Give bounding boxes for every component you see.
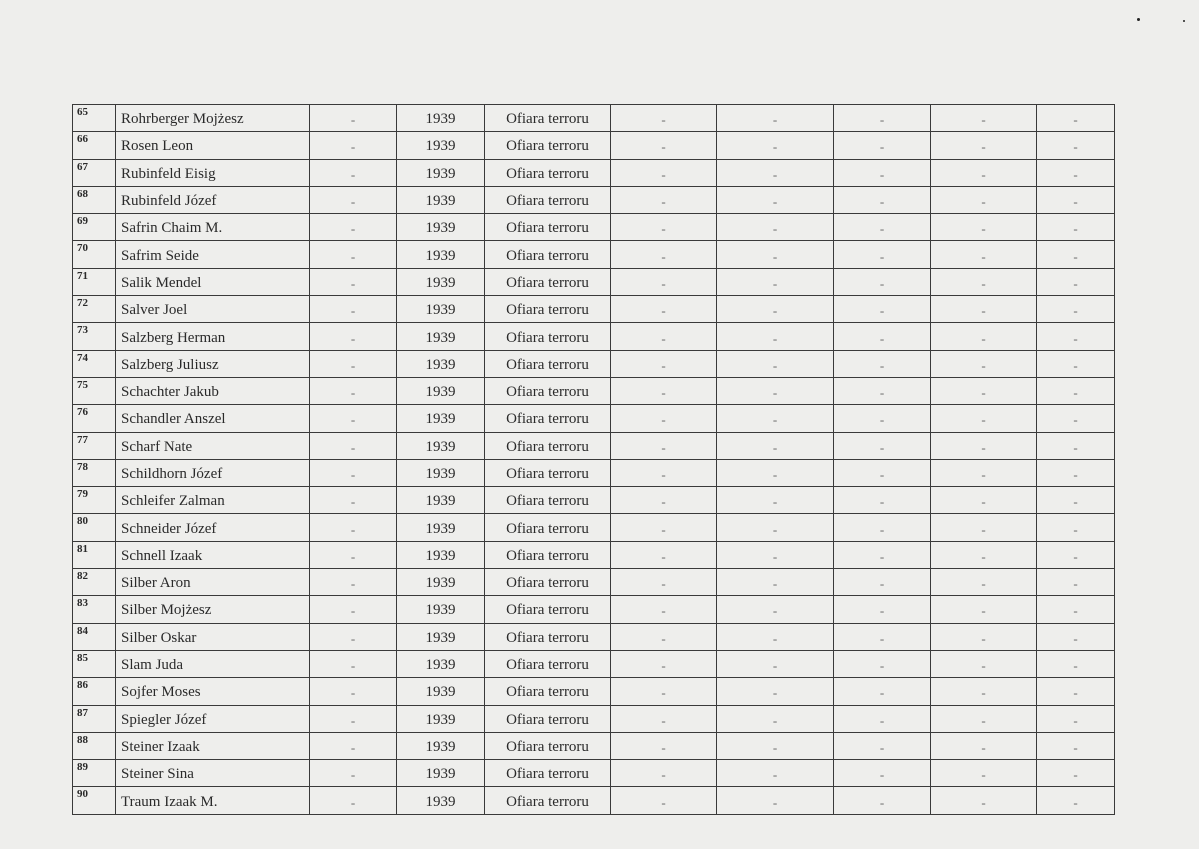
death-year: 1939: [397, 323, 485, 350]
cell-empty-7: -: [717, 405, 834, 432]
row-number: 65: [73, 105, 116, 132]
cause-of-death: Ofiara terroru: [485, 760, 611, 787]
row-number: 68: [73, 186, 116, 213]
death-year: 1939: [397, 596, 485, 623]
cell-empty-8: -: [834, 459, 931, 486]
cell-empty-6: -: [611, 214, 717, 241]
cell-empty-3: -: [310, 432, 397, 459]
cell-empty-7: -: [717, 350, 834, 377]
victims-register-table: [72, 104, 1115, 815]
table-row: [73, 296, 1115, 323]
death-year: 1939: [397, 541, 485, 568]
cause-of-death: Ofiara terroru: [485, 705, 611, 732]
cell-empty-3: -: [310, 705, 397, 732]
cell-empty-7: -: [717, 459, 834, 486]
cause-of-death: Ofiara terroru: [485, 323, 611, 350]
cell-empty-10: -: [1037, 569, 1115, 596]
cell-empty-10: -: [1037, 650, 1115, 677]
cell-empty-10: -: [1037, 514, 1115, 541]
cell-empty-10: -: [1037, 214, 1115, 241]
cell-empty-8: -: [834, 350, 931, 377]
row-number: 66: [73, 132, 116, 159]
cell-empty-8: -: [834, 705, 931, 732]
table-row: [73, 787, 1115, 814]
cell-empty-8: -: [834, 241, 931, 268]
cell-empty-3: -: [310, 541, 397, 568]
cell-empty-8: -: [834, 596, 931, 623]
cell-empty-9: -: [931, 650, 1037, 677]
table-row: [73, 241, 1115, 268]
cell-empty-6: -: [611, 405, 717, 432]
cell-empty-7: -: [717, 541, 834, 568]
cell-empty-8: -: [834, 432, 931, 459]
cell-empty-9: -: [931, 732, 1037, 759]
cell-empty-10: -: [1037, 732, 1115, 759]
cell-empty-9: -: [931, 105, 1037, 132]
cell-empty-10: -: [1037, 705, 1115, 732]
cell-empty-6: -: [611, 296, 717, 323]
table-row: [73, 432, 1115, 459]
cell-empty-10: -: [1037, 350, 1115, 377]
person-name: Schneider Józef: [116, 514, 310, 541]
cell-empty-6: -: [611, 268, 717, 295]
cell-empty-7: -: [717, 760, 834, 787]
cell-empty-8: -: [834, 377, 931, 404]
cell-empty-3: -: [310, 487, 397, 514]
table-row: [73, 623, 1115, 650]
cell-empty-9: -: [931, 296, 1037, 323]
cell-empty-8: -: [834, 732, 931, 759]
cell-empty-7: -: [717, 186, 834, 213]
cell-empty-6: -: [611, 596, 717, 623]
cell-empty-8: -: [834, 268, 931, 295]
cell-empty-6: -: [611, 623, 717, 650]
table-row: [73, 678, 1115, 705]
row-number: 90: [73, 787, 116, 814]
cell-empty-3: -: [310, 296, 397, 323]
cause-of-death: Ofiara terroru: [485, 650, 611, 677]
table-body: [73, 105, 1115, 815]
table-row: [73, 487, 1115, 514]
cause-of-death: Ofiara terroru: [485, 132, 611, 159]
death-year: 1939: [397, 514, 485, 541]
cell-empty-6: -: [611, 760, 717, 787]
scan-speck: [1183, 20, 1185, 22]
cell-empty-10: -: [1037, 678, 1115, 705]
cell-empty-9: -: [931, 596, 1037, 623]
cell-empty-3: -: [310, 459, 397, 486]
table-row: [73, 459, 1115, 486]
table-row: [73, 650, 1115, 677]
cell-empty-10: -: [1037, 132, 1115, 159]
table-row: [73, 186, 1115, 213]
cell-empty-7: -: [717, 514, 834, 541]
cell-empty-3: -: [310, 214, 397, 241]
person-name: Rohrberger Mojżesz: [116, 105, 310, 132]
cell-empty-9: -: [931, 350, 1037, 377]
cell-empty-8: -: [834, 296, 931, 323]
cell-empty-8: -: [834, 787, 931, 814]
death-year: 1939: [397, 214, 485, 241]
cell-empty-9: -: [931, 487, 1037, 514]
cause-of-death: Ofiara terroru: [485, 432, 611, 459]
death-year: 1939: [397, 268, 485, 295]
table-row: [73, 323, 1115, 350]
person-name: Safrin Chaim M.: [116, 214, 310, 241]
cause-of-death: Ofiara terroru: [485, 623, 611, 650]
cell-empty-3: -: [310, 241, 397, 268]
death-year: 1939: [397, 132, 485, 159]
cell-empty-3: -: [310, 377, 397, 404]
cell-empty-7: -: [717, 787, 834, 814]
cell-empty-9: -: [931, 623, 1037, 650]
cell-empty-9: -: [931, 459, 1037, 486]
cell-empty-8: -: [834, 760, 931, 787]
cell-empty-9: -: [931, 186, 1037, 213]
table-row: [73, 105, 1115, 132]
person-name: Schnell Izaak: [116, 541, 310, 568]
cell-empty-7: -: [717, 623, 834, 650]
cell-empty-3: -: [310, 650, 397, 677]
death-year: 1939: [397, 377, 485, 404]
cell-empty-8: -: [834, 650, 931, 677]
cell-empty-6: -: [611, 432, 717, 459]
cell-empty-7: -: [717, 214, 834, 241]
person-name: Traum Izaak M.: [116, 787, 310, 814]
person-name: Schandler Anszel: [116, 405, 310, 432]
cause-of-death: Ofiara terroru: [485, 541, 611, 568]
cell-empty-9: -: [931, 678, 1037, 705]
cell-empty-3: -: [310, 623, 397, 650]
cause-of-death: Ofiara terroru: [485, 159, 611, 186]
cell-empty-7: -: [717, 678, 834, 705]
cell-empty-3: -: [310, 514, 397, 541]
cause-of-death: Ofiara terroru: [485, 487, 611, 514]
cell-empty-3: -: [310, 350, 397, 377]
row-number: 83: [73, 596, 116, 623]
cell-empty-3: -: [310, 569, 397, 596]
person-name: Slam Juda: [116, 650, 310, 677]
cause-of-death: Ofiara terroru: [485, 268, 611, 295]
cause-of-death: Ofiara terroru: [485, 596, 611, 623]
death-year: 1939: [397, 705, 485, 732]
cell-empty-9: -: [931, 241, 1037, 268]
cell-empty-10: -: [1037, 787, 1115, 814]
cell-empty-6: -: [611, 377, 717, 404]
table-row: [73, 350, 1115, 377]
table-row: [73, 732, 1115, 759]
table-row: [73, 541, 1115, 568]
cell-empty-9: -: [931, 377, 1037, 404]
cell-empty-8: -: [834, 186, 931, 213]
person-name: Steiner Sina: [116, 760, 310, 787]
cell-empty-3: -: [310, 159, 397, 186]
cell-empty-7: -: [717, 268, 834, 295]
cell-empty-8: -: [834, 105, 931, 132]
table-row: [73, 159, 1115, 186]
cell-empty-10: -: [1037, 241, 1115, 268]
cell-empty-9: -: [931, 159, 1037, 186]
cell-empty-8: -: [834, 541, 931, 568]
person-name: Silber Oskar: [116, 623, 310, 650]
cell-empty-10: -: [1037, 596, 1115, 623]
cell-empty-6: -: [611, 541, 717, 568]
death-year: 1939: [397, 350, 485, 377]
cell-empty-3: -: [310, 787, 397, 814]
death-year: 1939: [397, 186, 485, 213]
person-name: Silber Mojżesz: [116, 596, 310, 623]
cell-empty-9: -: [931, 214, 1037, 241]
death-year: 1939: [397, 405, 485, 432]
cell-empty-3: -: [310, 405, 397, 432]
person-name: Steiner Izaak: [116, 732, 310, 759]
cell-empty-3: -: [310, 323, 397, 350]
cell-empty-9: -: [931, 132, 1037, 159]
cell-empty-3: -: [310, 596, 397, 623]
cell-empty-7: -: [717, 296, 834, 323]
cell-empty-6: -: [611, 105, 717, 132]
cell-empty-3: -: [310, 732, 397, 759]
cell-empty-10: -: [1037, 377, 1115, 404]
death-year: 1939: [397, 241, 485, 268]
cell-empty-6: -: [611, 159, 717, 186]
table-row: [73, 405, 1115, 432]
cell-empty-7: -: [717, 377, 834, 404]
row-number: 72: [73, 296, 116, 323]
cell-empty-6: -: [611, 650, 717, 677]
cell-empty-7: -: [717, 732, 834, 759]
row-number: 70: [73, 241, 116, 268]
cell-empty-6: -: [611, 241, 717, 268]
death-year: 1939: [397, 459, 485, 486]
cell-empty-9: -: [931, 514, 1037, 541]
row-number: 87: [73, 705, 116, 732]
cell-empty-10: -: [1037, 432, 1115, 459]
person-name: Salver Joel: [116, 296, 310, 323]
cell-empty-9: -: [931, 405, 1037, 432]
cell-empty-7: -: [717, 323, 834, 350]
cell-empty-6: -: [611, 132, 717, 159]
row-number: 67: [73, 159, 116, 186]
cause-of-death: Ofiara terroru: [485, 459, 611, 486]
cell-empty-7: -: [717, 159, 834, 186]
person-name: Salik Mendel: [116, 268, 310, 295]
cause-of-death: Ofiara terroru: [485, 787, 611, 814]
cell-empty-3: -: [310, 760, 397, 787]
person-name: Schildhorn Józef: [116, 459, 310, 486]
row-number: 80: [73, 514, 116, 541]
cell-empty-10: -: [1037, 268, 1115, 295]
death-year: 1939: [397, 569, 485, 596]
cell-empty-9: -: [931, 787, 1037, 814]
cell-empty-6: -: [611, 787, 717, 814]
table-row: [73, 514, 1115, 541]
row-number: 84: [73, 623, 116, 650]
cell-empty-10: -: [1037, 623, 1115, 650]
death-year: 1939: [397, 650, 485, 677]
cell-empty-10: -: [1037, 487, 1115, 514]
row-number: 82: [73, 569, 116, 596]
cell-empty-6: -: [611, 350, 717, 377]
cell-empty-9: -: [931, 569, 1037, 596]
cell-empty-7: -: [717, 650, 834, 677]
cause-of-death: Ofiara terroru: [485, 105, 611, 132]
row-number: 78: [73, 459, 116, 486]
cell-empty-9: -: [931, 323, 1037, 350]
table-row: [73, 377, 1115, 404]
table-row: [73, 569, 1115, 596]
cause-of-death: Ofiara terroru: [485, 214, 611, 241]
table-row: [73, 268, 1115, 295]
death-year: 1939: [397, 760, 485, 787]
cell-empty-8: -: [834, 487, 931, 514]
row-number: 71: [73, 268, 116, 295]
death-year: 1939: [397, 159, 485, 186]
person-name: Rosen Leon: [116, 132, 310, 159]
cell-empty-3: -: [310, 268, 397, 295]
cell-empty-8: -: [834, 214, 931, 241]
cell-empty-10: -: [1037, 105, 1115, 132]
death-year: 1939: [397, 732, 485, 759]
cell-empty-6: -: [611, 459, 717, 486]
cell-empty-10: -: [1037, 186, 1115, 213]
cell-empty-9: -: [931, 541, 1037, 568]
cause-of-death: Ofiara terroru: [485, 241, 611, 268]
cell-empty-10: -: [1037, 760, 1115, 787]
cause-of-death: Ofiara terroru: [485, 186, 611, 213]
row-number: 77: [73, 432, 116, 459]
cell-empty-10: -: [1037, 159, 1115, 186]
death-year: 1939: [397, 432, 485, 459]
cell-empty-8: -: [834, 159, 931, 186]
cell-empty-9: -: [931, 268, 1037, 295]
cell-empty-8: -: [834, 569, 931, 596]
cause-of-death: Ofiara terroru: [485, 350, 611, 377]
cell-empty-6: -: [611, 678, 717, 705]
table-row: [73, 596, 1115, 623]
cause-of-death: Ofiara terroru: [485, 377, 611, 404]
person-name: Rubinfeld Eisig: [116, 159, 310, 186]
cell-empty-6: -: [611, 705, 717, 732]
cell-empty-10: -: [1037, 459, 1115, 486]
cause-of-death: Ofiara terroru: [485, 569, 611, 596]
cell-empty-6: -: [611, 732, 717, 759]
cause-of-death: Ofiara terroru: [485, 514, 611, 541]
person-name: Spiegler Józef: [116, 705, 310, 732]
cell-empty-9: -: [931, 760, 1037, 787]
cell-empty-8: -: [834, 323, 931, 350]
person-name: Salzberg Herman: [116, 323, 310, 350]
table-row: [73, 214, 1115, 241]
cell-empty-6: -: [611, 569, 717, 596]
person-name: Scharf Nate: [116, 432, 310, 459]
cell-empty-7: -: [717, 105, 834, 132]
cause-of-death: Ofiara terroru: [485, 405, 611, 432]
cell-empty-8: -: [834, 132, 931, 159]
row-number: 76: [73, 405, 116, 432]
cell-empty-3: -: [310, 678, 397, 705]
person-name: Rubinfeld Józef: [116, 186, 310, 213]
cell-empty-10: -: [1037, 323, 1115, 350]
cell-empty-7: -: [717, 569, 834, 596]
row-number: 89: [73, 760, 116, 787]
row-number: 88: [73, 732, 116, 759]
death-year: 1939: [397, 623, 485, 650]
person-name: Silber Aron: [116, 569, 310, 596]
death-year: 1939: [397, 787, 485, 814]
person-name: Schachter Jakub: [116, 377, 310, 404]
cell-empty-3: -: [310, 132, 397, 159]
cell-empty-8: -: [834, 678, 931, 705]
row-number: 75: [73, 377, 116, 404]
cell-empty-7: -: [717, 487, 834, 514]
death-year: 1939: [397, 105, 485, 132]
table-row: [73, 760, 1115, 787]
cell-empty-8: -: [834, 514, 931, 541]
row-number: 86: [73, 678, 116, 705]
cell-empty-7: -: [717, 705, 834, 732]
cell-empty-7: -: [717, 596, 834, 623]
death-year: 1939: [397, 296, 485, 323]
cell-empty-9: -: [931, 705, 1037, 732]
cell-empty-6: -: [611, 186, 717, 213]
person-name: Schleifer Zalman: [116, 487, 310, 514]
cause-of-death: Ofiara terroru: [485, 296, 611, 323]
cell-empty-8: -: [834, 405, 931, 432]
cell-empty-10: -: [1037, 296, 1115, 323]
cause-of-death: Ofiara terroru: [485, 732, 611, 759]
person-name: Sojfer Moses: [116, 678, 310, 705]
row-number: 69: [73, 214, 116, 241]
cell-empty-6: -: [611, 514, 717, 541]
table-row: [73, 132, 1115, 159]
cell-empty-6: -: [611, 487, 717, 514]
cell-empty-10: -: [1037, 405, 1115, 432]
row-number: 79: [73, 487, 116, 514]
cell-empty-7: -: [717, 241, 834, 268]
cell-empty-7: -: [717, 432, 834, 459]
cell-empty-10: -: [1037, 541, 1115, 568]
person-name: Salzberg Juliusz: [116, 350, 310, 377]
cell-empty-9: -: [931, 432, 1037, 459]
cause-of-death: Ofiara terroru: [485, 678, 611, 705]
cell-empty-6: -: [611, 323, 717, 350]
row-number: 74: [73, 350, 116, 377]
death-year: 1939: [397, 487, 485, 514]
scan-speck: [1137, 18, 1140, 21]
cell-empty-3: -: [310, 186, 397, 213]
table-row: [73, 705, 1115, 732]
row-number: 81: [73, 541, 116, 568]
row-number: 85: [73, 650, 116, 677]
row-number: 73: [73, 323, 116, 350]
cell-empty-3: -: [310, 105, 397, 132]
death-year: 1939: [397, 678, 485, 705]
cell-empty-8: -: [834, 623, 931, 650]
cell-empty-7: -: [717, 132, 834, 159]
person-name: Safrim Seide: [116, 241, 310, 268]
